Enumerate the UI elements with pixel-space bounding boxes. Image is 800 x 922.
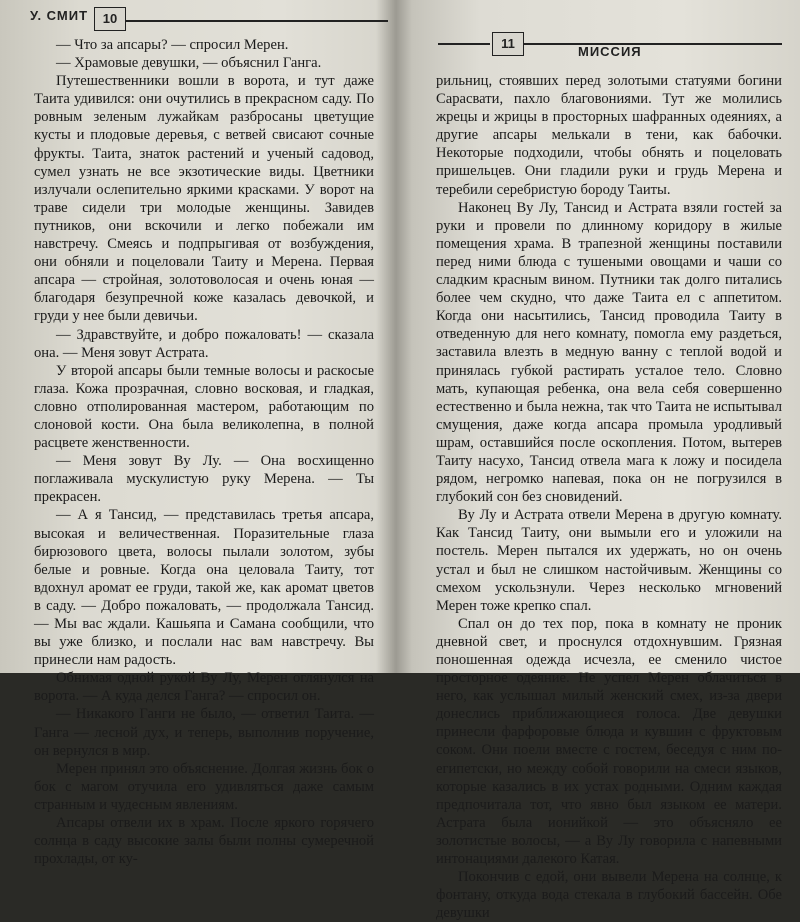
- paragraph: — Меня зовут Ву Лу. — Она восхищенно поглаживала мускулистую руку Мерена. — Ты прекрасен.: [34, 453, 374, 506]
- header-rule-right-short: [438, 43, 490, 45]
- paragraph: Покончив с едой, они вывели Мерена на солнце, к фонтану, откуда вода стекала в глубокий бассейн. Обе девушки: [436, 869, 782, 922]
- running-head-title: МИССИЯ: [578, 44, 642, 59]
- paragraph: — Храмовые девушки, — объяснил Ганга.: [56, 55, 322, 72]
- right-page: [400, 0, 800, 922]
- paragraph: Апсары отвели их в храм. После яркого горячего солнца в саду высокие залы были полны сумеречной прохлады, от ку-: [34, 815, 374, 868]
- header-rule-right: [524, 43, 782, 45]
- paragraph: Ву Лу и Астрата отвели Мерена в другую комнату. Как Тансид Таиту, они вымыли его и уложили на постель. Мерен пытался их удержать, но он очень устал и был не слишком настойчивым. Женщины со смехом ускользнули. Через несколько мгновений Мерен тоже крепко спал.: [436, 507, 782, 614]
- paragraph: Спал он до тех пор, пока в комнату не проник дневной свет, и проснулся отдохнувшим. Грязная поношенная одежда исчезла, ее сменило чистое просторное одеяние. Не успел Мерен облачиться в него, как услышал милый женский смех, из-за двери донеслись приближающиеся голоса. Две девушки принесли фарфоровые блюда и кувшин с фруктовым соком. Они поели вместе с гостем, беседуя с ним по-египетски, но между собой говорили на смеси языков, которые казались в их устах родными. Одним каждая предпочитала тот, что явно был языком ее матери. Астрата была ионийкой — это объясняло ее золотистые волосы, — а Ву Лу говорила с напевными интонациями далекого Катая.: [436, 615, 782, 868]
- paragraph: Обнимая одной рукой Ву Лу, Мерен оглянулся на ворота. — А куда делся Ганга? — спросил он.: [34, 670, 374, 705]
- paragraph: — Здравствуйте, и добро пожаловать! — сказала она. — Меня зовут Астрата.: [34, 326, 374, 361]
- paragraph: — А я Тансид, — представилась третья апсара, высокая и величественная. Поразительные глаза бирюзового цвета, волосы пылали золотом, зубы белые и ровные. Когда она целовала Таиту, тот вдохнул аромат ее груди, такой же, как аромат цветов в саду. — Добро пожаловать, — продолжала Тансид. — Мы вас ждали. Кашьяпа и Самана сообщили, что вы уже близко, и послали нас вам навстречу. Вы принесли нам радость.: [34, 507, 374, 669]
- paragraph: Наконец Ву Лу, Тансид и Астрата взяли гостей за руки и провели по длинному коридору в жилые помещения храма. В трапезной женщины поставили перед ними блюда с тушеными овощами и чаши со сладким красным вином. Путники так долго питались более чем скудно, что даже Таита ел с аппетитом. Когда они насытились, Тансид проводила Таиту в отведенную для него комнату, помогла ему раздеться, заставила влезть в медную ванну с теплой водой и принялась губкой растирать усталое тело. Словно мать, купающая ребенка, она вела себя совершенно естественно и была нежна, так что Таита не испытывал смущения, даже когда апсара промыла уродливый шрам, оставшийся после оскопления. Потом, вытерев Таиту насухо, Тансид отвела мага к ложу и посидела рядом, негромко напевая, пока он не погрузился в глубокий сон без сновидений.: [436, 199, 782, 506]
- paragraph: У второй апсары были темные волосы и раскосые глаза. Кожа прозрачная, словно восковая, и гладкая, словно отполированная мастером, работающим по слоновой кости. Она была великолепна, в полной расцвете женственности.: [34, 362, 374, 452]
- paragraph: рильниц, стоявших перед золотыми статуями богини Сарасвати, пахло благовониями. Тут же молились жрецы и жрицы в просторных шафранных одеяниях, а другие апсары мелькали в тени, как бабочки. Некоторые подходили, чтобы обнять и поцеловать пришельцев. Они гладили руки и грудь Мерена и теребили серебристую бороду Таиты.: [436, 73, 782, 198]
- paragraph: — Никакого Ганги не было, — ответил Таита. — Ганга — лесной дух, и теперь, выполнив поручение, он вернулся в мир.: [34, 706, 374, 759]
- paragraph: Мерен принял это объяснение. Долгая жизнь бок о бок с магом отучила его удивляться даже самым странным и чудесным явлениям.: [34, 760, 374, 813]
- page-number-right: 11: [492, 32, 524, 56]
- left-page-text: [34, 36, 374, 868]
- header-rule-left: [126, 20, 388, 22]
- left-page: [0, 0, 398, 868]
- paragraph: Путешественники вошли в ворота, и тут даже Таита удивился: они очутились в прекрасном саду. По ровным зеленым лужайкам разбросаны цветущие кусты и плодовые деревья, с ветвей свисают сочные фрукты. Таита, знаток растений и ученый садовод, сумел узнать не все экзотические виды. Цветники излучали ослепительно яркими красками. У ворот на траве сидели три молодые женщины. Завидев путников, они вскочили и легко побежали им навстречу. Смеясь и подпрыгивая от возбуждения, они обняли и поцеловали Таиту и Мерена. Первая апсара — стройная, золотоволосая и очень юная — благодаря безупречной коже казалась девочкой, и груди у нее были девичьи.: [34, 73, 374, 325]
- paragraph: — Что за апсары? — спросил Мерен.: [56, 37, 289, 53]
- running-head-author: У. СМИТ: [30, 8, 89, 23]
- page-number-left: 10: [94, 7, 126, 31]
- right-page-text: [436, 72, 782, 922]
